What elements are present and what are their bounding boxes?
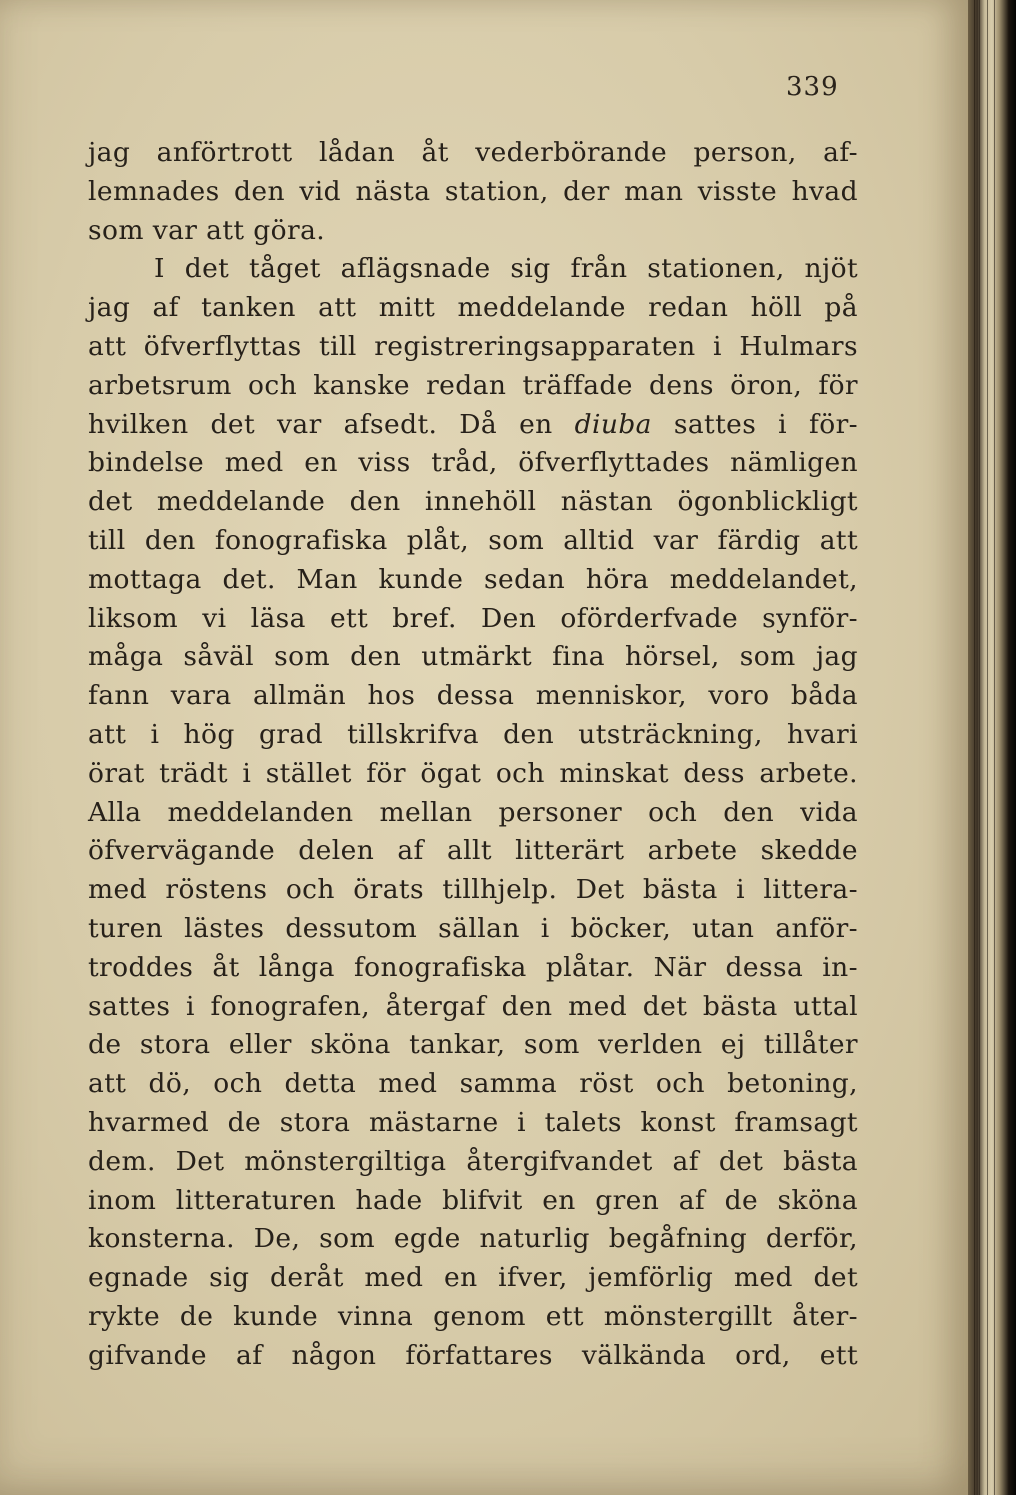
text-line: som var att göra.: [88, 214, 326, 246]
text-line: fann vara allmän hos dessa menniskor, voro båda: [88, 680, 858, 712]
text-line: gifvande af någon författares välkända ord, ett: [88, 1339, 858, 1371]
text-line: lemnades den vid nästa station, der man visste hvad: [88, 175, 858, 207]
text-line: att öfverflyttas till registreringsapparaten i Hulmars: [88, 330, 858, 362]
text-line: bindelse med en viss tråd, öfverflyttades nämligen: [88, 447, 858, 479]
text-line: egnade sig deråt med en ifver, jemförlig med det: [88, 1262, 858, 1294]
text-line: troddes åt långa fonografiska plåtar. När dessa in-: [88, 951, 858, 983]
text-line: att i hög grad tillskrifva den utsträckning, hvari: [88, 718, 858, 750]
text-line: sattes i fonografen, återgaf den med det bästa uttal: [88, 990, 858, 1022]
page-edge-line: [979, 0, 980, 1495]
text-line: det meddelande den innehöll nästan ögonblickligt: [88, 486, 858, 518]
text-line: konsterna. De, som egde naturlig begåfning derför,: [88, 1223, 858, 1255]
text-line: jag anförtrott lådan åt vederbörande person, af-: [88, 137, 858, 168]
text-segment: sattes i för-: [651, 408, 859, 440]
paragraph-start-line: I det tåget aflägsnade sig från stationen, njöt: [154, 253, 858, 285]
page-edge-line: [987, 0, 988, 1495]
text-line: Alla meddelanden mellan personer och den vida: [88, 796, 858, 828]
text-line: att dö, och detta med samma röst och betoning,: [88, 1068, 858, 1100]
text-line: de stora eller sköna tankar, som verlden ej tillåter: [88, 1029, 858, 1061]
text-line: turen lästes dessutom sällan i böcker, utan anför-: [88, 912, 858, 944]
text-line: öfvervägande delen af allt litterärt arbete skedde: [88, 835, 858, 867]
page-edge-line: [974, 0, 975, 1495]
text-line: arbetsrum och kanske redan träffade dens öron, för: [88, 369, 858, 401]
text-line-with-italic: [88, 406, 858, 445]
text-line: dem. Det mönstergiltiga återgifvandet af det bästa: [88, 1145, 858, 1177]
text-line: inom litteraturen hade blifvit en gren af de sköna: [88, 1184, 858, 1216]
text-line: liksom vi läsa ett bref. Den oförderfvade synför-: [88, 602, 858, 634]
text-line: mottaga det. Man kunde sedan höra meddelandet,: [88, 563, 858, 595]
text-line: till den fonografiska plåt, som alltid var färdig att: [88, 524, 858, 556]
text-segment: hvilken det var afsedt. Då en: [88, 408, 575, 440]
text-line: rykte de kunde vinna genom ett mönstergillt åter-: [88, 1300, 858, 1332]
text-line: måga såväl som den utmärkt fina hörsel, som jag: [88, 641, 858, 673]
page-number: 339: [786, 72, 839, 102]
text-line: med röstens och örats tillhjelp. Det bästa i littera-: [88, 874, 858, 906]
book-gutter: [968, 0, 1016, 1495]
text-line: jag af tanken att mitt meddelande redan höll på: [88, 292, 858, 324]
text-line: örat trädt i stället för ögat och minskat dess arbete.: [88, 757, 858, 789]
italic-word: diuba: [574, 408, 652, 440]
text-line: hvarmed de stora mästarne i talets konst framsagt: [88, 1106, 858, 1138]
body-text: [88, 134, 858, 1376]
page-edge-line: [994, 0, 995, 1495]
